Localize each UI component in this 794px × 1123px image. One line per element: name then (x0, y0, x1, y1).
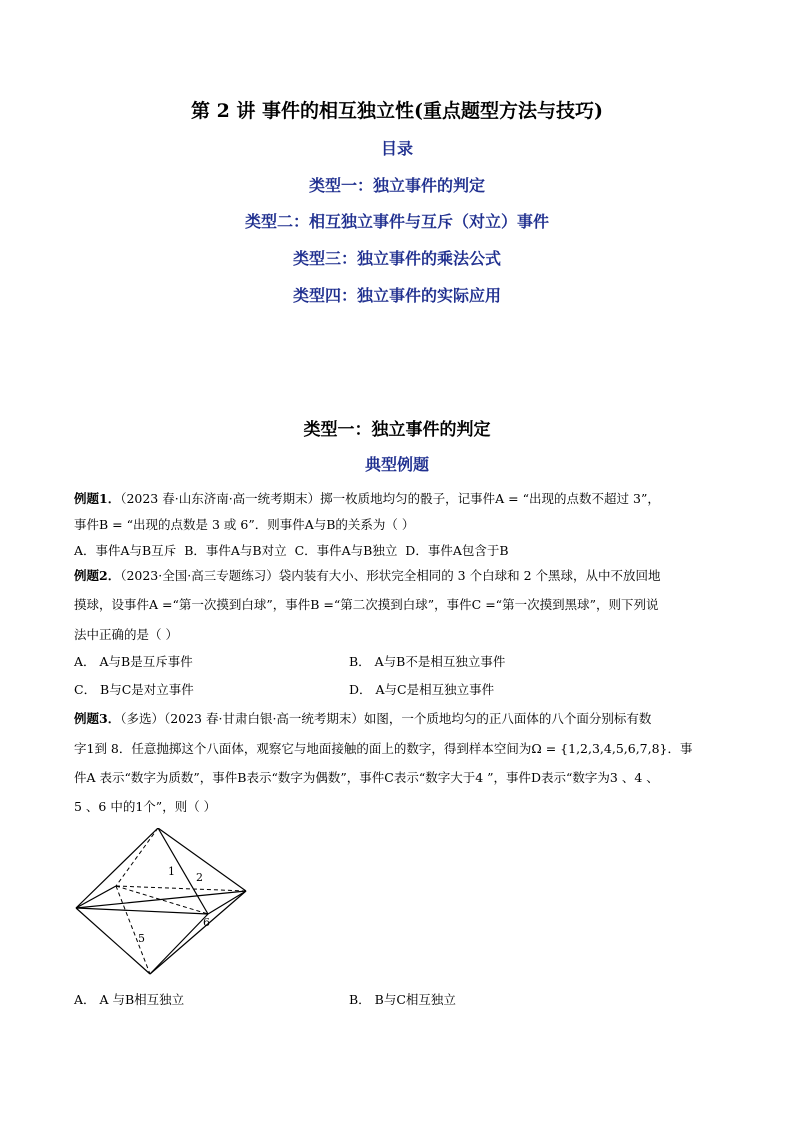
hidden-edge-top-back (116, 828, 158, 886)
ex3-label: 例题3． (74, 711, 121, 726)
ex1-line-1 (74, 489, 660, 507)
edge-left-front (76, 908, 208, 914)
ex2-option-c[interactable]: C． B与C是对立事件 (74, 682, 194, 697)
figure-label-5: 5 (138, 932, 145, 945)
ex1-option-a[interactable]: A．事件A与B互斥 (74, 543, 177, 558)
ex2-option-b[interactable]: B． A与B不是相互独立事件 (349, 654, 506, 669)
figure-label-6: 6 (203, 916, 210, 929)
ex3-line-4: 5 、6 中的1个”，则（ ） (74, 799, 217, 814)
toc-item-2[interactable]: 类型二：相互独立事件与互斥（对立）事件 (244, 212, 549, 231)
ex3-line-3: 件A 表示“数字为质数”，事件B表示“数字为偶数”，事件C表示“数字大于4 ”，事件D表示“数字为3 、4 、 (74, 770, 659, 785)
toc-heading: 目录 (380, 139, 413, 158)
ex1-text-1: （2023 春·山东济南·高一统考期末）掷一枚质地均匀的骰子，记事件A = “出现的点数不超过 3”， (120, 491, 660, 506)
toc-item-1[interactable]: 类型一：独立事件的判定 (308, 176, 485, 195)
octahedron-figure (72, 828, 252, 980)
section-heading: 类型一：独立事件的判定 (303, 420, 491, 440)
ex3-line-1 (74, 709, 651, 727)
ex3-option-b[interactable]: B． B与C相互独立 (349, 992, 456, 1007)
ex3-text-1: （多选）（2023 春·甘肃白银·高一统考期末）如图，一个质地均匀的正八面体的八个面分别标有数 (120, 711, 652, 726)
toc-item-4[interactable]: 类型四：独立事件的实际应用 (292, 286, 501, 305)
ex3-line-2: 字1到 8．任意抛掷这个八面体，观察它与地面接触的面上的数字，得到样本空间为Ω = {1,2,3,4,5,6,7,8}．事 (74, 741, 693, 756)
figure-label-1: 1 (168, 865, 175, 878)
ex1-line-2: 事件B = “出现的点数是 3 或 6”．则事件A与B的关系为（ ） (74, 517, 415, 532)
edge-front-bottom (150, 914, 208, 974)
ex2-line-2: 摸球，设事件A =“第一次摸到白球”，事件B =“第二次摸到白球”，事件C =“第一次摸到黑球”，则下列说 (74, 597, 659, 612)
ex2-line-1 (74, 566, 661, 584)
hidden-edge-back-right (116, 886, 246, 891)
hidden-edge-back-bottom (116, 886, 150, 974)
edge-top-left (76, 828, 158, 908)
ex1-option-c[interactable]: C．事件A与B独立 (294, 543, 398, 558)
page-title: 第 2 讲 事件的相互独立性(重点题型方法与技巧) (190, 100, 604, 122)
toc-item-3[interactable]: 类型三：独立事件的乘法公式 (292, 249, 501, 268)
figure-label-2: 2 (196, 871, 203, 884)
ex1-options (74, 541, 509, 559)
ex2-line-3: 法中正确的是（ ） (74, 627, 178, 642)
ex2-option-a[interactable]: A． A与B是互斥事件 (74, 654, 193, 669)
ex2-option-d[interactable]: D． A与C是相互独立事件 (349, 682, 495, 697)
ex3-option-a[interactable]: A． A 与B相互独立 (74, 992, 185, 1007)
ex2-text-1: （2023·全国·高三专题练习）袋内装有大小、形状完全相同的 3 个白球和 2 个黑球，从中不放回地 (120, 568, 661, 583)
edge-right-bottom (150, 891, 246, 974)
ex1-option-d[interactable]: D．事件A包含于B (405, 543, 509, 558)
ex1-option-b[interactable]: B．事件A与B对立 (184, 543, 287, 558)
section-subheading: 典型例题 (364, 455, 429, 474)
ex2-label: 例题2． (74, 568, 121, 583)
ex1-label: 例题1． (74, 491, 121, 506)
